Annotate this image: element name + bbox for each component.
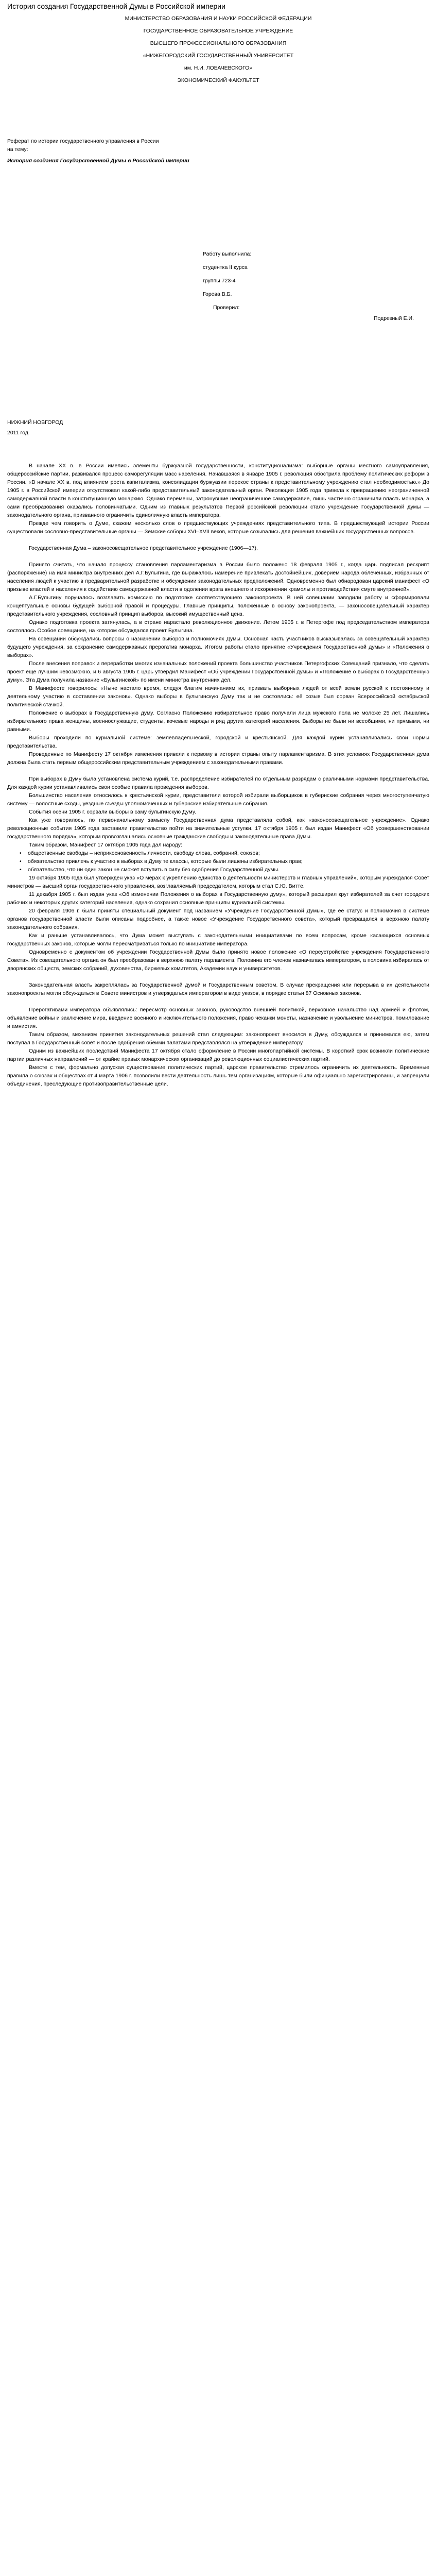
- body-paragraph: Однако подготовка проекта затянулась, а в стране нарастало революционное движение. Летом 1905 г. в Петергофе под председательством императора состоялось Особое совещание, на котором обсуждался проект Булыгина.: [7, 619, 429, 634]
- body-paragraph: Законодательная власть закреплялась за Государственной думой и Государственным советом. В случае прекращения или перерыва в их деятельности законопроекты могли обсуждаться в Совете министров и утверждаться императором в виде указов, в порядке статьи 87 Основных законов.: [7, 982, 429, 996]
- body-paragraph: Как уже говорилось, по первоначальному замыслу Государственная дума представляла собой, как «законосовещательное учреждение». Однако революционные события 1905 года заставили правительство пойти на значительные уступки. 17 октября 1905 г. был издан Манифест «Об усовершенствовании государственного порядка», которым провозглашались основные гражданские свободы и законодательные права Думы.: [7, 817, 429, 840]
- body-paragraph: При выборах в Думу была установлена система курий, т.е. распределение избирателей по отдельным разрядам с различными нормами представительства. Для каждой курии устанавливались свои особые правила проведения выборов.: [7, 776, 429, 790]
- body-paragraph: Прерогативами императора объявлялись: пересмотр основных законов, руководство внешней политикой, верховное начальство над армией и флотом, объявление войны и заключение мира, введение военного и исключительного положения, право чеканки монеты, назначение и увольнение министров, помилование и амнистия.: [7, 1007, 429, 1029]
- year-line: 2011 год: [7, 430, 28, 436]
- reviewer-name: Подрезный Е.И.: [373, 315, 414, 321]
- body-paragraph: 11 декабря 1905 г. был издан указ «Об изменении Положения о выборах в Государственную думу», который расширил круг избирателей за счет городских рабочих и некоторых других категорий населения, однако сохранил основные принципы куриальной системы.: [7, 891, 429, 906]
- body-paragraph: Прежде чем говорить о Думе, скажем несколько слов о предшествующих учреждениях представительного типа. В предшествующей истории России существовали сословно-представительные органы — Земские соборы XVI–XVII веков, которые созывались для решения важнейших государственных вопросов.: [7, 520, 429, 535]
- list-item: • обязательство, что ни один закон не сможет вступить в силу без одобрения Государственной думы.: [28, 866, 429, 874]
- body-paragraph: В начале XX в. в России имелись элементы буржуазной государственности, конституционализма: выборные органы местного самоуправления, общероссийские партии, развивался процесс саморегуляции масс населения. Начавшаяся в январе 1905 г. революция обострила проблему политических реформ в России. «В начале XX в. под влиянием роста капитализма, консолидации буржуазии перекос страны к представительному учреждению стал необходимостью.» До 1905 г. в Российской империи отсутствовал какой-либо представительный законодательный орган. Революция 1905 года привела к превращению неограниченной самодержавной власти в конституционную монархию. Однако перемены, затронувшие неограниченное самодержавие, лишь частично ограничили власть монарха, а сами преобразования оказались половинчатыми. Одним из главных результатов Первой российской революции стало учреждение Государственной думы — законодательного органа, призванного ограничить единоличную власть императора.: [7, 463, 429, 518]
- body-paragraph: 19 октября 1905 года был утвержден указ «О мерах к укреплению единства в деятельности министерств и главных управлений», которым учреждался Совет министров — высший орган государственного управления, возглавляемый председателем, которым стал С.Ю. Витте.: [7, 875, 429, 889]
- topic-line: на тему:: [7, 146, 28, 152]
- author-block: [203, 247, 429, 314]
- body-paragraph: Большинство населения относилось к крестьянской курии, представители которой избирали выборщиков в губернские собрания через многоступенчатую систему — волостные сходы, уездные съезды уполномоченных и губернские избирательные собрания.: [7, 792, 429, 807]
- institution-line-1: ГОСУДАРСТВЕННОЕ ОБРАЗОВАТЕЛЬНОЕ УЧРЕЖДЕНИЕ: [143, 28, 293, 34]
- author-line: Горева В.Б.: [203, 291, 232, 297]
- document-page: [7, 0, 429, 1088]
- body-paragraph: После внесения поправок и переработки многих изначальных положений проекта большинство участников Петергофских Совещаний признало, что сделать проект еще лучшим невозможно, и 6 августа 1905 г. царь утвердил Манифест «Об учреждении Государственной думы» и «Положение о выборах в Государственную думу». Эта Дума получила название «Булыгинской» по имени министра внутренних дел.: [7, 660, 429, 683]
- author-line: группы 723-4: [203, 278, 236, 284]
- body-paragraph: Одновременно с документом об учреждении Государственной Думы было принято новое положение «О переустройстве учреждения Государственного Совета». Из совещательного органа он был преобразован в верхнюю палату парламента. Половина его членов назначалась императором, а половина избиралась от дворянских обществ, земских собраний, духовенства, биржевых комитетов, Академии наук и университетов.: [7, 949, 429, 972]
- body-paragraph: Положение о выборах в Государственную думу. Согласно Положению избирательное право получали лица мужского пола не моложе 25 лет. Лишались избирательного права женщины, военнослужащие, студенты, кочевые народы и ряд других категорий населения. Выборы не были ни всеобщими, ни прямыми, ни равными.: [7, 710, 429, 733]
- freedoms-list: [7, 849, 429, 874]
- body-paragraph: Выборы проходили по куриальной системе: землевладельческой, городской и крестьянской. Для каждой курии устанавливались свои нормы представительства.: [7, 735, 429, 749]
- body-paragraph: В Манифесте говорилось: «Ныне настало время, следуя благим начинаниям их, призвать выборных людей от всей земли русской к постоянному и деятельному участию в составлении законов». Однако выборы в булыгинскую Думу так и не состоялись: её созыв был сорван Всероссийской октябрьской политической стачкой.: [7, 685, 429, 708]
- body-paragraph: Государственная Дума – законосовещательное представительное учреждение (1906—17).: [29, 545, 258, 551]
- body-paragraph: Проведенные по Манифесту 17 октября изменения привели к первому в истории страны опыту парламентаризма. В этих условиях Государственная дума должна была стать первым общероссийским представительным учреждением с законодательными правами.: [7, 751, 429, 766]
- university-line-2: им. Н.И. ЛОБАЧЕВСКОГО»: [184, 65, 253, 71]
- university-line-1: «НИЖЕГОРОДСКИЙ ГОСУДАРСТВЕННЫЙ УНИВЕРСИТЕТ: [143, 53, 294, 59]
- body-paragraph: Таким образом, Манифест 17 октября 1905 года дал народу:: [29, 842, 182, 848]
- body-paragraph: События осени 1905 г. сорвали выборы в саму булыгинскую Думу.: [29, 809, 196, 815]
- institution-line-2: ВЫСШЕГО ПРОФЕССИОНАЛЬНОГО ОБРАЗОВАНИЯ: [150, 40, 287, 46]
- body-paragraph: Принято считать, что начало процессу становления парламентаризма в России было положено 18 февраля 1905 г., когда царь подписал рескрипт (распоряжение) на имя министра внутренних дел А.Г.Булыгина, где выражалось намерение привлекать достойнейших, доверием народа облеченных, избранных от населения людей к участию в предварительной разработке и обсуждении законодательных предположений. Одновременно был обнародован царский манифест «О призыве властей и населения к содействию самодержавной власти в одолении врага внешнего и искоренении крамолы и противодействия смуте внутренней».: [7, 562, 429, 592]
- body-paragraph: 20 февраля 1906 г. были приняты специальный документ под названием «Учреждение Государственной Думы», где ее статус и полномочия в системе органов государственной власти были описаны подробнее, а также новое «Учреждение Государственного совета», который превращался в верхнюю палату законодательного собрания.: [7, 908, 429, 930]
- body-paragraph: На совещании обсуждались вопросы о назначении выборов и полномочиях Думы. Основная часть участников высказывалась за совещательный характер будущего учреждения, за сохранение самодержавных прерогатив монарха. Итогом работы стало принятие «Учреждения Государственной думы» и «Положения о выборах».: [7, 636, 429, 658]
- city-line: НИЖНИЙ НОВГОРОД: [7, 419, 63, 426]
- report-title: История создания Государственной Думы в Российской империи: [7, 158, 189, 164]
- body-paragraph: Одним из важнейших последствий Манифеста 17 октября стало оформление в России многопартийной системы. В короткий срок возникли политические партии различных направлений — от крайне правых монархических организаций до революционных социалистических партий.: [7, 1048, 429, 1062]
- author-line: Работу выполнила:: [203, 251, 252, 257]
- document-title: История создания Государственной Думы в Российской империи: [7, 2, 225, 10]
- faculty-line: ЭКОНОМИЧЕСКИЙ ФАКУЛЬТЕТ: [177, 77, 259, 83]
- list-item: • общественные свободы – неприкосновенность личности, свободу слова, собраний, союзов;: [28, 849, 429, 857]
- ministry-line: МИНИСТЕРСТВО ОБРАЗОВАНИЯ И НАУКИ РОССИЙСКОЙ ФЕДЕРАЦИИ: [125, 15, 312, 22]
- body-paragraph: Вместе с тем, формально допуская существование политических партий, царское правительство стремилось ограничить их деятельность. Временные правила о союзах и обществах от 4 марта 1906 г. позволили вести деятельность лишь тем организациям, которые были официально зарегистрированы, и запрещали объединения, преследующие противоправительственные цели.: [7, 1064, 429, 1087]
- body-paragraph: Как и раньше устанавливалось, что Дума может выступать с законодательными инициативами по всем вопросам, кроме касающихся основных государственных законов, которые могли пересматриваться только по инициативе императора.: [7, 933, 429, 947]
- body-paragraph: Таким образом, механизм принятия законодательных решений стал следующим: законопроект вносился в Думу, обсуждался и принимался ею, затем поступал в Государственный совет и после одобрения обеими палатами представлялся на утверждение императору.: [7, 1031, 429, 1046]
- author-line: Проверил:: [213, 304, 240, 311]
- author-line: студентка II курса: [203, 264, 248, 270]
- list-item: • обязательство привлечь к участию в выборах в Думу те классы, которые были лишены избирательных прав;: [28, 857, 429, 866]
- body-paragraph: А.Г.Булыгину поручалось возглавить комиссию по подготовке соответствующего законопроекта. В ней совещании заводили работу и сформировали концептуальные основы будущей выборной правой и процедуры. Главные принципы, положенные в основу законопроекта, — законосовещательный характер представительного учреждения, сословный принцип выборов, высокий имущественный ценз.: [7, 595, 429, 617]
- report-line: Реферат по истории государственного управления в России: [7, 138, 159, 144]
